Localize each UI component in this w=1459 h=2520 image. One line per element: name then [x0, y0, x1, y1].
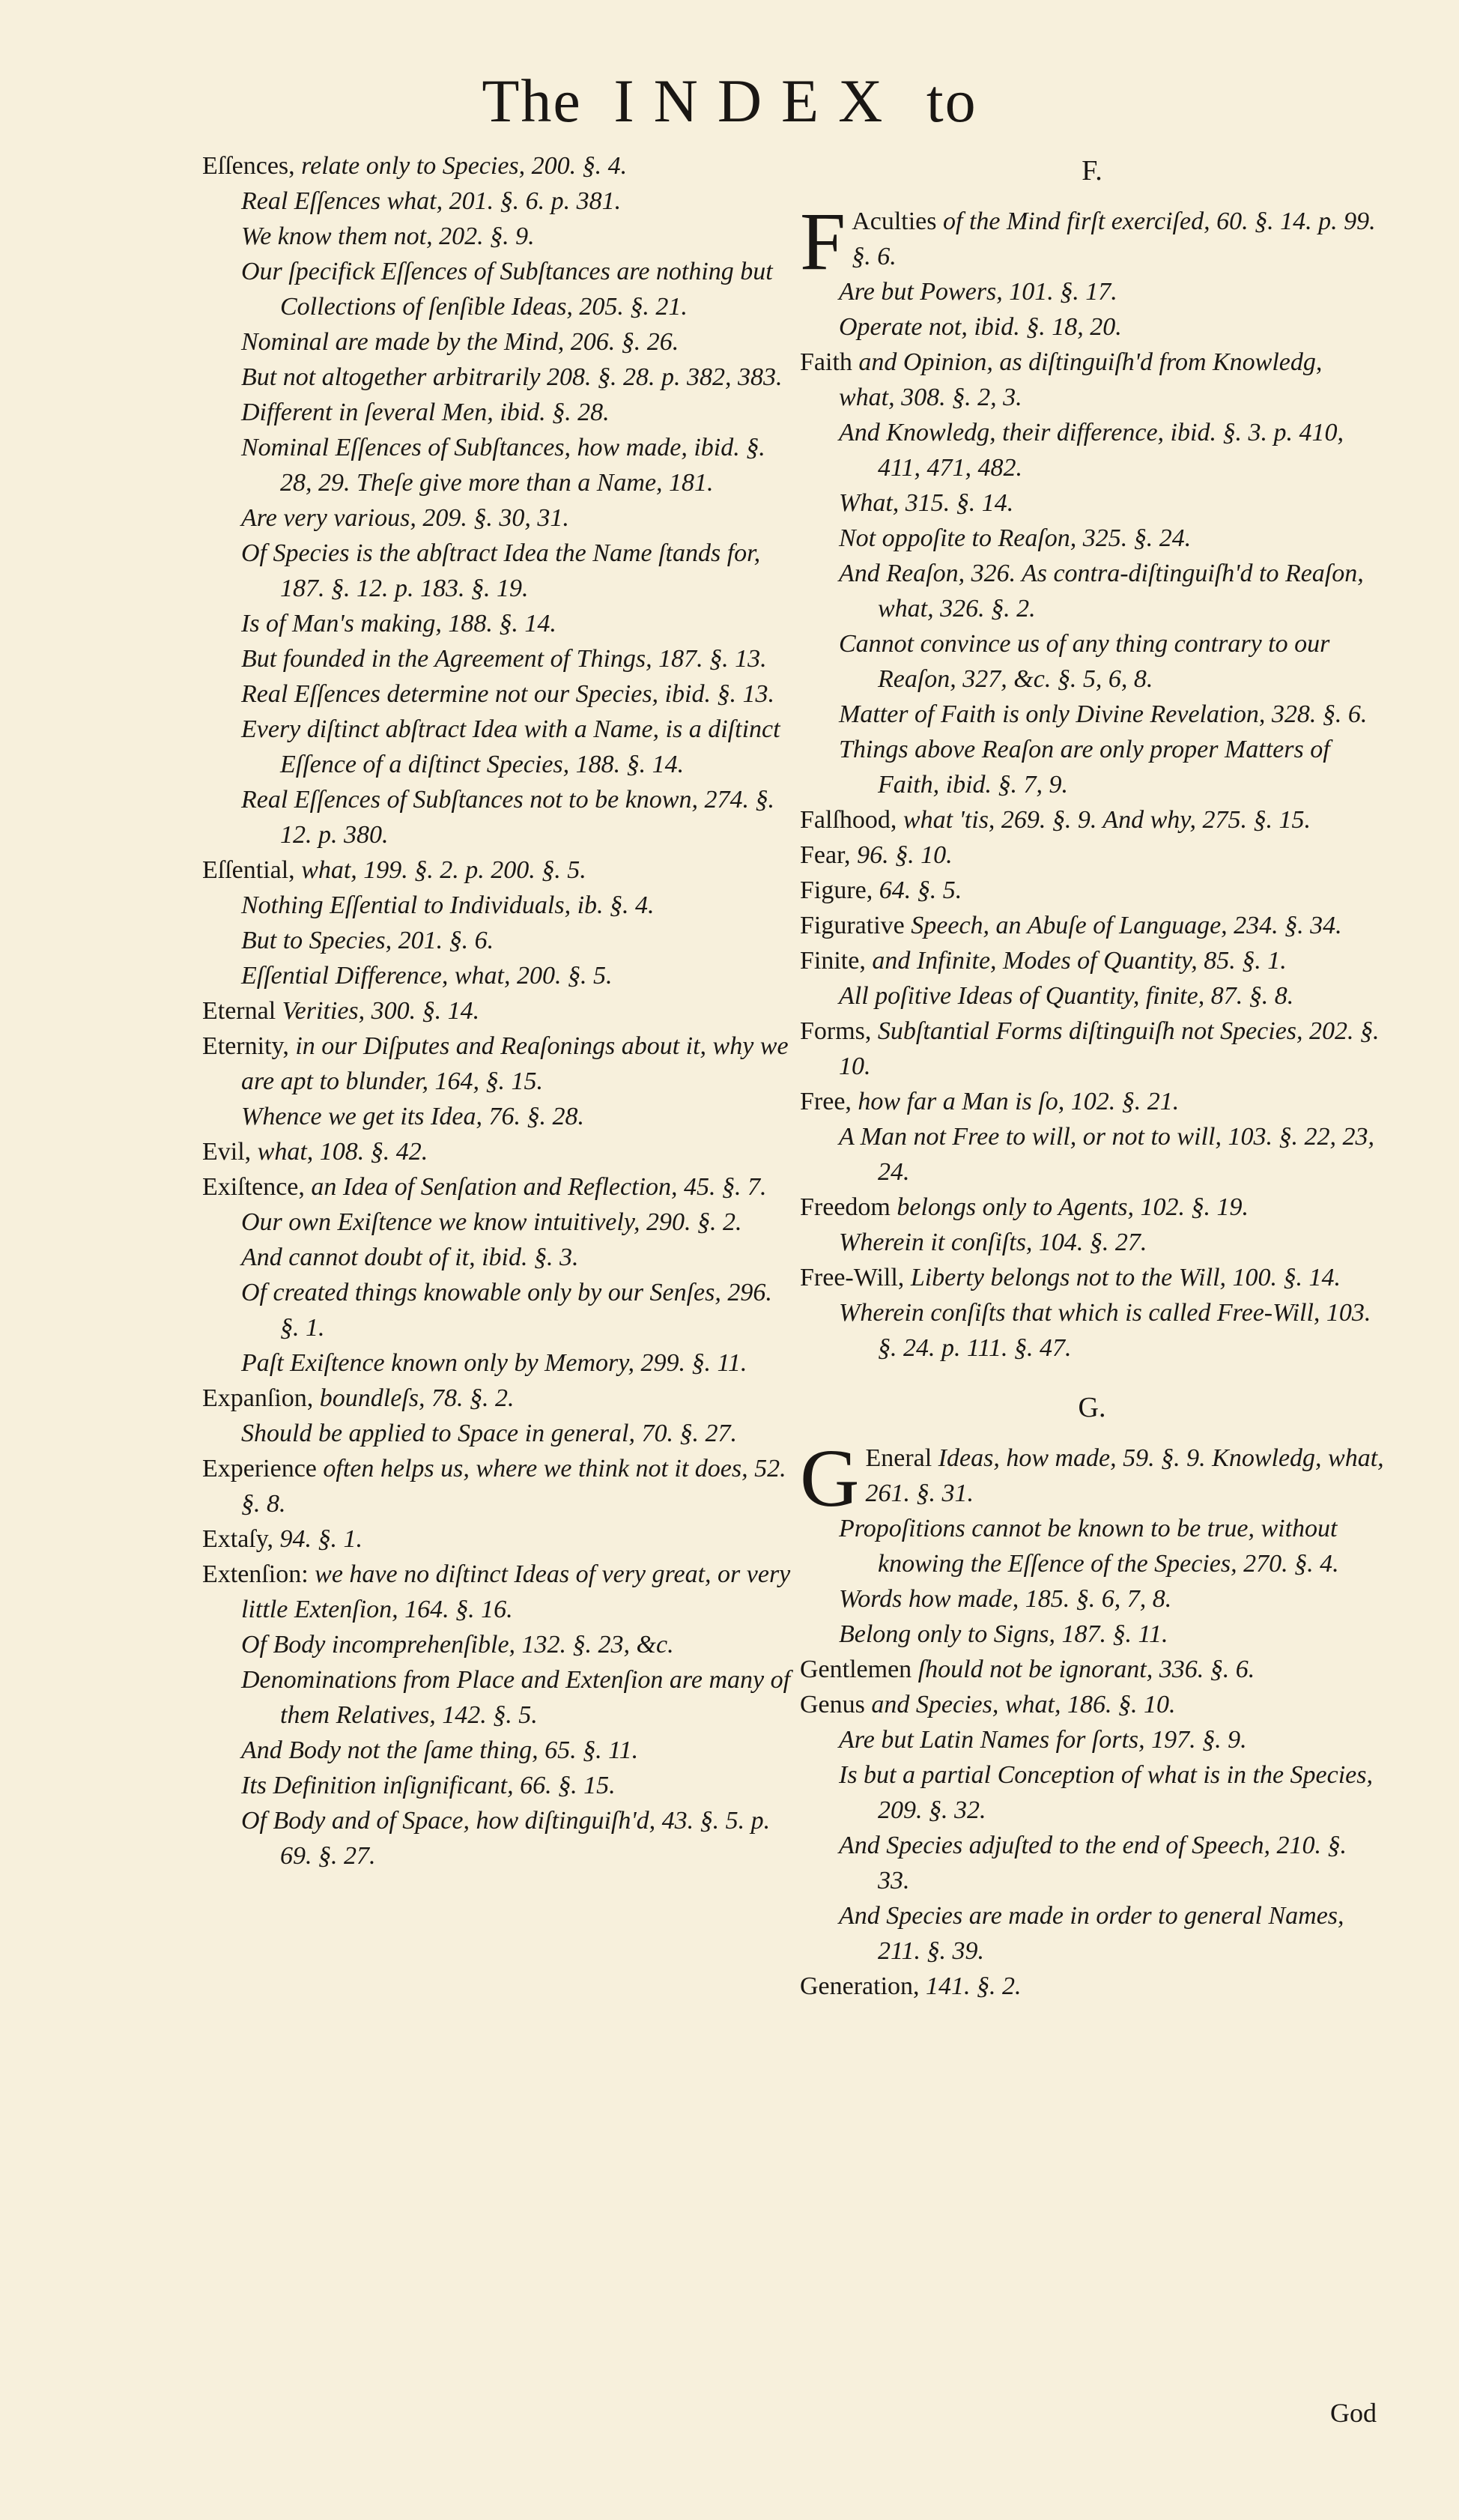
entry-headword: Generation,	[800, 1972, 920, 2000]
entry-text: Are but Powers, 101. §. 17.	[839, 278, 1117, 306]
entry-text: 141. §. 2.	[919, 1972, 1022, 2000]
entry-text: we have no diſtinct Ideas of very great, or very little Extenſion, 164. §. 16.	[241, 1560, 791, 1623]
index-subentry	[241, 324, 794, 360]
header-post: to	[926, 67, 977, 135]
index-subentry	[241, 184, 794, 219]
index-subentry	[839, 274, 1384, 309]
index-entry	[800, 1190, 1384, 1225]
index-subentry	[241, 1275, 794, 1345]
entry-text: Real Eſſences what, 201. §. 6. p. 381.	[241, 187, 622, 215]
entry-text: how far a Man is ſo, 102. §. 21.	[851, 1088, 1180, 1115]
index-subentry	[839, 415, 1384, 485]
entry-text: Liberty belongs not to the Will, 100. §. 14.	[904, 1264, 1341, 1291]
index-subentry	[241, 1416, 794, 1451]
index-entry	[800, 838, 1384, 873]
entry-text: Of created things knowable only by our Senſes, 296. §. 1.	[241, 1279, 772, 1342]
entry-text: Its Definition inſignificant, 66. §. 15.	[241, 1772, 616, 1799]
section-g-entries	[800, 1511, 1384, 2004]
index-entry	[202, 1557, 794, 1627]
entry-text: And cannot doubt of it, ibid. §. 3.	[241, 1244, 579, 1271]
drop-cap-g: G	[800, 1432, 860, 1524]
index-entry	[202, 1134, 794, 1169]
index-entry	[800, 1969, 1384, 2004]
entry-headword: Extaſy,	[202, 1525, 274, 1553]
entry-headword: Free-Will,	[800, 1264, 905, 1291]
index-subentry	[241, 712, 794, 782]
entry-text: Eſſential Difference, what, 200. §. 5.	[241, 962, 613, 990]
entry-text: Nominal Eſſences of Subſtances, how made, ibid. §. 28, 29. Theſe give more than a Name, 181.	[241, 434, 765, 497]
entry-headword: Extenſion:	[202, 1560, 309, 1588]
index-subentry	[241, 219, 794, 254]
entry-headword: Finite,	[800, 947, 866, 975]
entry-text: Is but a partial Conception of what is in the Species, 209. §. 32.	[839, 1761, 1374, 1824]
entry-text: Verities, 300. §. 14.	[276, 997, 480, 1025]
index-subentry	[839, 1511, 1384, 1581]
entry-text: 94. §. 1.	[273, 1525, 363, 1553]
section-f-entries	[800, 274, 1384, 1366]
entry-text: Cannot convince us of any thing contrary to our Reaſon, 327, &c. §. 5, 6, 8.	[839, 630, 1330, 693]
entry-text: Wherein it conſiſts, 104. §. 27.	[839, 1229, 1147, 1256]
entry-text: And Knowledg, their difference, ibid. §. 3. p. 410, 411, 471, 482.	[839, 419, 1344, 482]
entry-headword: Eſſential,	[202, 856, 295, 884]
entry-headword: Free,	[800, 1088, 852, 1115]
entry-headword: Eternity,	[202, 1032, 289, 1060]
entry-text: Matter of Faith is only Divine Revelation, 328. §. 6.	[839, 700, 1368, 728]
index-entry	[202, 852, 794, 888]
index-subentry	[241, 1733, 794, 1768]
entry-text: Our own Exiſtence we know intuitively, 290. §. 2.	[241, 1208, 742, 1236]
right-column	[800, 148, 1384, 2004]
index-entry	[800, 1014, 1384, 1084]
index-entry	[800, 943, 1384, 978]
section-heading-g: G.	[1078, 1392, 1106, 1423]
index-entry-faculties	[800, 196, 1384, 287]
entry-text: We know them not, 202. §. 9.	[241, 222, 535, 250]
entry-text: Paſt Exiſtence known only by Memory, 299. §. 11.	[241, 1349, 747, 1377]
index-subentry	[839, 626, 1384, 697]
entry-text: And Species adjuſted to the end of Speech, 210. §. 33.	[839, 1832, 1347, 1894]
entry-text: Real Eſſences determine not our Species, ibid. §. 13.	[241, 680, 774, 708]
entry-text: But not altogether arbitrarily 208. §. 28. p. 382, 383.	[241, 363, 783, 391]
index-subentry	[241, 360, 794, 395]
entry-headword: Evil,	[202, 1138, 252, 1166]
section-heading-f: F.	[1082, 155, 1102, 187]
entry-text: And Body not the ſame thing, 65. §. 11.	[241, 1736, 639, 1764]
drop-cap-f: F	[800, 196, 846, 287]
index-entry	[800, 1652, 1384, 1687]
index-subentry	[839, 732, 1384, 802]
index-subentry	[839, 556, 1384, 626]
index-subentry	[839, 1757, 1384, 1828]
index-subentry	[241, 1627, 794, 1662]
entry-text: Nominal are made by the Mind, 206. §. 26.	[241, 328, 679, 356]
index-entry	[800, 1260, 1384, 1295]
index-entry	[800, 345, 1384, 415]
entry-text: What, 315. §. 14.	[839, 489, 1014, 517]
entry-text: Belong only to Signs, 187. §. 11.	[839, 1620, 1168, 1648]
entry-headword: Fear,	[800, 841, 851, 869]
entry-headword: Forms,	[800, 1017, 872, 1045]
index-entry	[800, 802, 1384, 838]
entry-text: Ideas, how made, 59. §. 9. Knowledg, what, 261. §. 31.	[865, 1444, 1384, 1507]
entry-text: All poſitive Ideas of Quantity, finite, 87. §. 8.	[839, 982, 1294, 1010]
entry-headword: Eſſences,	[202, 152, 295, 180]
index-subentry	[839, 1898, 1384, 1969]
index-entry	[202, 1029, 794, 1099]
entry-text: Every diſtinct abſtract Idea with a Name, is a diſtinct Eſſence of a diſtinct Species, 188. §. 14.	[241, 715, 780, 778]
index-entry	[800, 873, 1384, 908]
entry-headword: Freedom	[800, 1193, 891, 1221]
entry-text: But to Species, 201. §. 6.	[241, 927, 494, 954]
index-subentry	[241, 1205, 794, 1240]
index-subentry	[839, 1828, 1384, 1898]
index-subentry	[241, 888, 794, 923]
entry-headword: Experience	[202, 1455, 317, 1482]
entry-headword: Eneral	[865, 1444, 932, 1472]
entry-headword: Faith	[800, 348, 852, 376]
entry-text: ſhould not be ignorant, 336. §. 6.	[912, 1656, 1255, 1683]
index-entry	[202, 1521, 794, 1557]
entry-text: Real Eſſences of Subſtances not to be known, 274. §. 12. p. 380.	[241, 786, 774, 849]
index-subentry	[241, 782, 794, 852]
index-entry	[202, 1381, 794, 1416]
entry-text: A Man not Free to will, or not to will, 103. §. 22, 23, 24.	[839, 1123, 1374, 1186]
index-subentry	[839, 485, 1384, 521]
index-subentry	[839, 1225, 1384, 1260]
index-subentry	[241, 395, 794, 430]
index-subentry	[241, 1345, 794, 1381]
index-subentry	[839, 1295, 1384, 1366]
entry-headword: Figure,	[800, 876, 873, 904]
entry-text: 96. §. 10.	[850, 841, 953, 869]
entry-text: Of Body incomprehenſible, 132. §. 23, &c.	[241, 1631, 674, 1659]
index-subentry	[241, 676, 794, 712]
entry-headword: Aculties	[852, 208, 937, 235]
entry-headword: Expanſion,	[202, 1384, 314, 1412]
index-subentry	[839, 1617, 1384, 1652]
entry-text: But founded in the Agreement of Things, 187. §. 13.	[241, 645, 767, 673]
entry-text: Are but Latin Names for ſorts, 197. §. 9.	[839, 1726, 1247, 1754]
entry-text: and Infinite, Modes of Quantity, 85. §. 1.	[865, 947, 1287, 975]
entry-text: Different in ſeveral Men, ibid. §. 28.	[241, 399, 610, 426]
index-subentry	[241, 1662, 794, 1733]
left-column	[202, 148, 794, 1874]
entry-text: Propoſitions cannot be known to be true, without knowing the Eſſence of the Species, 270. §. 4.	[839, 1515, 1339, 1578]
index-subentry	[839, 521, 1384, 556]
entry-headword: Exiſtence,	[202, 1173, 305, 1201]
entry-text: often helps us, where we think not it does, 52. §. 8.	[241, 1455, 786, 1518]
index-subentry	[241, 923, 794, 958]
entry-text: Should be applied to Space in general, 70. §. 27.	[241, 1420, 737, 1447]
index-subentry	[241, 1803, 794, 1874]
entry-text: Of Species is the abſtract Idea the Name ſtands for, 187. §. 12. p. 183. §. 19.	[241, 539, 761, 602]
index-entry-general	[800, 1432, 1384, 1524]
entry-text: of the Mind firſt exerciſed, 60. §. 14. p. 99. §. 6.	[852, 208, 1376, 270]
entry-text: Our ſpecifick Eſſences of Subſtances are nothing but Collections of ſenſible Ideas, 205. §. 21.	[241, 258, 773, 321]
index-entry	[800, 1687, 1384, 1722]
entry-text: and Species, what, 186. §. 10.	[864, 1691, 1176, 1718]
entry-text: Words how made, 185. §. 6, 7, 8.	[839, 1585, 1172, 1613]
index-entry	[202, 148, 794, 184]
entry-headword: Genus	[800, 1691, 865, 1718]
index-subentry	[241, 606, 794, 641]
entry-text: And Reaſon, 326. As contra-diſtinguiſh'd to Reaſon, what, 326. §. 2.	[839, 560, 1364, 623]
entry-text: what, 199. §. 2. p. 200. §. 5.	[294, 856, 586, 884]
entry-headword: Gentlemen	[800, 1656, 912, 1683]
entry-headword: Figurative	[800, 912, 905, 939]
entry-headword: Eternal	[202, 997, 276, 1025]
catchword: God	[1330, 2398, 1377, 2428]
entry-text: Operate not, ibid. §. 18, 20.	[839, 313, 1122, 341]
index-subentry	[241, 1099, 794, 1134]
entry-text: relate only to Species, 200. §. 4.	[294, 152, 628, 180]
index-subentry	[241, 1768, 794, 1803]
index-entry	[202, 1451, 794, 1521]
entry-text: Whence we get its Idea, 76. §. 28.	[241, 1103, 584, 1130]
entry-text: what 'tis, 269. §. 9. And why, 275. §. 15.	[897, 806, 1311, 834]
index-subentry	[839, 978, 1384, 1014]
index-entry	[202, 993, 794, 1029]
header-pre: The	[482, 67, 582, 135]
entry-text: Of Body and of Space, how diſtinguiſh'd, 43. §. 5. p. 69. §. 27.	[241, 1807, 771, 1870]
header-word: INDEX	[613, 67, 903, 135]
entry-text: Is of Man's making, 188. §. 14.	[241, 610, 556, 637]
index-subentry	[241, 254, 794, 324]
entry-text: And Species are made in order to general Names, 211. §. 39.	[839, 1902, 1344, 1965]
index-subentry	[241, 536, 794, 606]
entry-text: and Opinion, as diſtinguiſh'd from Knowledg, what, 308. §. 2, 3.	[839, 348, 1323, 411]
index-entry	[800, 1084, 1384, 1119]
entry-text: Are very various, 209. §. 30, 31.	[241, 504, 569, 532]
entry-text: Subſtantial Forms diſtinguiſh not Species, 202. §. 10.	[839, 1017, 1380, 1080]
entry-text: boundleſs, 78. §. 2.	[313, 1384, 515, 1412]
index-subentry	[839, 1581, 1384, 1617]
index-subentry	[241, 641, 794, 676]
entry-text: Wherein conſiſts that which is called Free-Will, 103. §. 24. p. 111. §. 47.	[839, 1299, 1371, 1362]
index-entry	[800, 908, 1384, 943]
entry-text: Nothing Eſſential to Individuals, ib. §. 4.	[241, 891, 655, 919]
index-subentry	[839, 309, 1384, 345]
entry-text: Denominations from Place and Extenſion are many of them Relatives, 142. §. 5.	[241, 1666, 791, 1729]
entry-text: an Idea of Senſation and Reflection, 45. §. 7.	[304, 1173, 767, 1201]
entry-text: what, 108. §. 42.	[251, 1138, 428, 1166]
index-subentry	[241, 1240, 794, 1275]
index-subentry	[839, 1119, 1384, 1190]
entry-text: Speech, an Abuſe of Language, 234. §. 34.	[904, 912, 1342, 939]
index-subentry	[839, 1722, 1384, 1757]
index-subentry	[839, 697, 1384, 732]
index-subentry	[241, 500, 794, 536]
entry-text: 64. §. 5.	[873, 876, 962, 904]
index-entry	[202, 1169, 794, 1205]
index-subentry	[241, 958, 794, 993]
entry-headword: Falſhood,	[800, 806, 897, 834]
page-header	[0, 66, 1459, 136]
index-subentry	[241, 430, 794, 500]
entry-text: Not oppoſite to Reaſon, 325. §. 24.	[839, 524, 1192, 552]
entry-text: belongs only to Agents, 102. §. 19.	[890, 1193, 1249, 1221]
entry-text: in our Diſputes and Reaſonings about it, why we are apt to blunder, 164, §. 15.	[241, 1032, 789, 1095]
entry-text: Things above Reaſon are only proper Matters of Faith, ibid. §. 7, 9.	[839, 736, 1330, 799]
